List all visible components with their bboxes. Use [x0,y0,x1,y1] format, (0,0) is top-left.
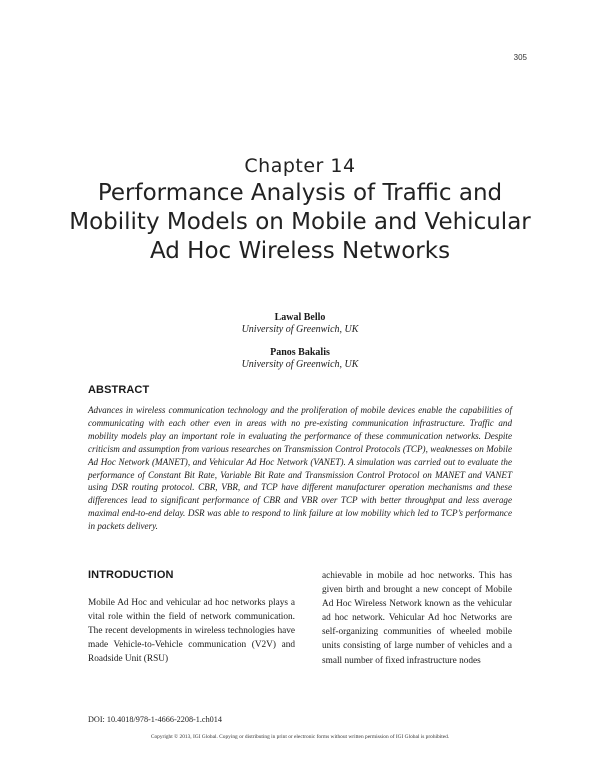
introduction-right-column: achievable in mobile ad hoc networks. This has given birth and brought a new concept of Mobile Ad Hoc Wireless Network known as the vehicular ad hoc network. Vehicular Ad hoc Networks are self-organizing communities of wheeled mobile units consisting of large number of vehicles and a small number of fixed infrastructure nodes [322,571,512,666]
author-affiliation: University of Greenwich, UK [241,324,359,335]
page-number: 305 [513,53,527,62]
introduction-left-column: Mobile Ad Hoc and vehicular ad hoc networks plays a vital role within the field of network communication. The recent developments in wireless technologies have made Vehicle-to-Vehicle communication (V2V) and Roadside Unit (RSU) [88,598,295,665]
abstract-heading: ABSTRACT [88,384,150,396]
author-name: Lawal Bello [274,312,326,323]
copyright-notice: Copyright © 2013, IGI Global. Copying or distributing in print or electronic forms without written permission of IGI Global is prohibited. [150,734,450,740]
chapter-label: Chapter 14 [244,155,356,177]
author-affiliation: University of Greenwich, UK [241,359,359,370]
author-block [0,312,600,336]
doi-line: DOI: 10.4018/978-1-4666-2208-1.ch014 [88,715,222,724]
author-block [0,347,600,371]
chapter-title: Performance Analysis of Traffic and Mobility Models on Mobile and Vehicular Ad Hoc Wireless Networks [69,180,531,264]
introduction-heading: INTRODUCTION [88,569,174,581]
author-name: Panos Bakalis [270,347,330,358]
abstract-body: Advances in wireless communication technology and the proliferation of mobile devices enable the capabilities of communicating with each other even in areas with no pre-existing communication infrastructure. Traffic and mobility models play an important role in evaluating the performance of these communication networks. Despite criticism and assumption from various researches on Transmission Control Protocols (TCP), weaknesses on Mobile Ad Hoc Network (MANET), and Vehicular Ad Hoc Network (VANET). A simulation was carried out to evaluate the performance of Constant Bit Rate, Variable Bit Rate and Transmission Control Protocol on MANET and VANET using DSR routing protocol. CBR, VBR, and TCP have different manufacturer operation mechanisms and these differences lead to significant performance of CBR and VBR over TCP with better throughput and less average maximal end-to-end delay. DSR was able to respond to link failure at low mobility which led to TCP’s performance in packets delivery. [88,405,512,532]
